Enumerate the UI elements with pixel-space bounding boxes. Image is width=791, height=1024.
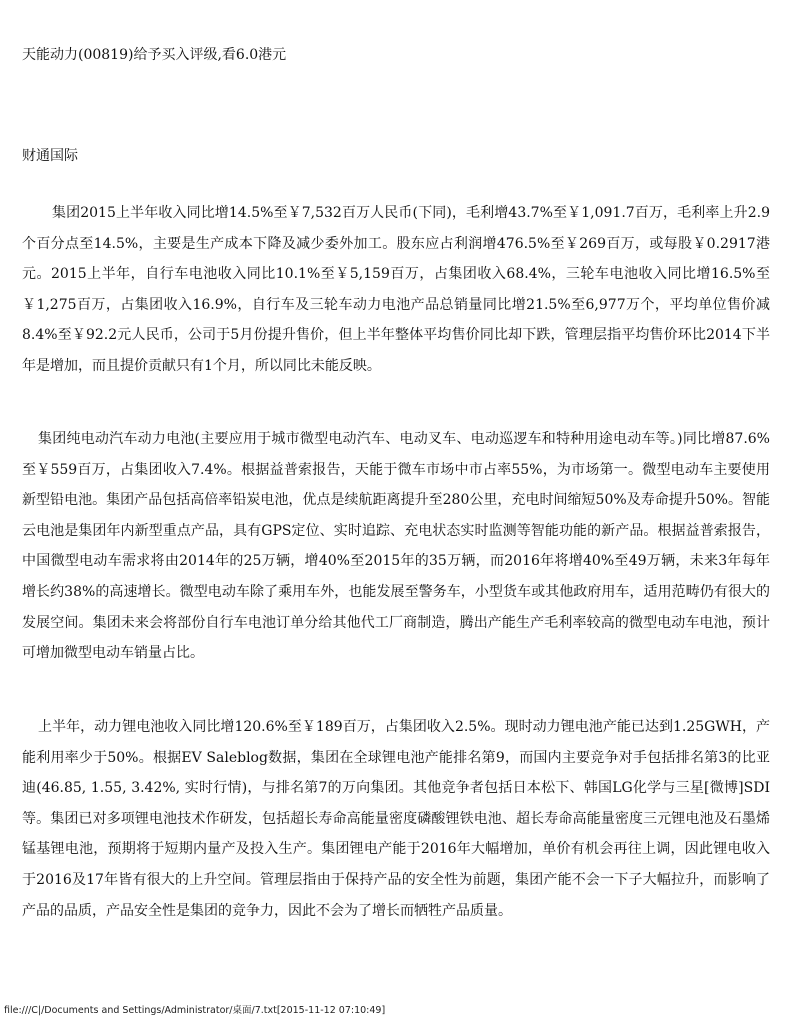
paragraph-1: 集团2015上半年收入同比增14.5%至￥7,532百万人民币(下同)，毛利增43.7%至￥1,091.7百万，毛利率上升2.9个百分点至14.5%，主要是生产成本下降及减少委外加工。股东应占利润增476.5%至￥269百万，或每股￥0.2917港元。2015上半年，自行车电池收入同比10.1%至￥5,159百万，占集团收入68.4%，三轮车电池收入同比增16.5%至￥1,275百万，占集团收入16.9%，自行车及三轮车动力电池产品总销量同比增21.5%至6,977万个，平均单位售价减8.4%至￥92.2元人民币，公司于5月份提升售价，但上半年整体平均售价同比却下跌，管理层指平均售价环比2014下半年是增加，而且提价贡献只有1个月，所以同比未能反映。 <box>22 205 770 374</box>
paragraph-3: 上半年，动力锂电池收入同比增120.6%至￥189百万，占集团收入2.5%。现时动力锂电池产能已达到1.25GWH，产能利用率少于50%。根据EV Saleblog数据，集团在全球锂电池产能排名第9，而国内主要竞争对手包括排名第3的比亚迪(46.85, 1.55, 3.42%, 实时行情)，与排名第7的万向集团。其他竞争者包括日本松下、韩国LG化学与三星[微博]SDI等。集团已对多项锂电池技术作研发，包括超长寿命高能量密度磷酸锂铁电池、超长寿命高能量密度三元锂电池及石墨烯锰基锂电池，预期将于短期内量产及投入生产。集团锂电产能于2016年大幅增加，单价有机会再往上调，因此锂电收入于2016及17年皆有很大的上升空间。管理层指由于保持产品的安全性为前题，集团产能不会一下子大幅拉升，而影响了产品的品质，产品安全性是集团的竞争力，因此不会为了增长而牺牲产品质量。 <box>22 719 770 919</box>
file-path-footer: file:///C|/Documents and Settings/Administrator/桌面/7.txt[2015-11-12 07:10:49] <box>4 1005 386 1016</box>
paragraph-2: 集团纯电动汽车动力电池(主要应用于城市微型电动汽车、电动叉车、电动巡逻车和特种用途电动车等。)同比增87.6%至￥559百万，占集团收入7.4%。根据益普索报告，天能于微车市场中市占率55%，为市场第一。微型电动车主要使用新型铅电池。集团产品包括高倍率铅炭电池，优点是续航距离提升至280公里，充电时间缩短50%及寿命提升50%。智能云电池是集团年内新型重点产品，具有GPS定位、实时追踪、充电状态实时监测等智能功能的新产品。根据益普索报告，中国微型电动车需求将由2014年的25万辆，增40%至2015年的35万辆，而2016年将增40%至49万辆，未来3年每年增长约38%的高速增长。微型电动车除了乘用车外，也能发展至警务车，小型货车或其他政府用车，适用范畴仍有很大的发展空间。集团未来会将部份自行车电池订单分给其他代工厂商制造，腾出产能生产毛利率较高的微型电动车电池，预计可增加微型电动车销量占比。 <box>22 431 770 662</box>
article-source: 财通国际 <box>22 148 78 164</box>
article-title: 天能动力(00819)给予买入评级,看6.0港元 <box>22 47 287 63</box>
